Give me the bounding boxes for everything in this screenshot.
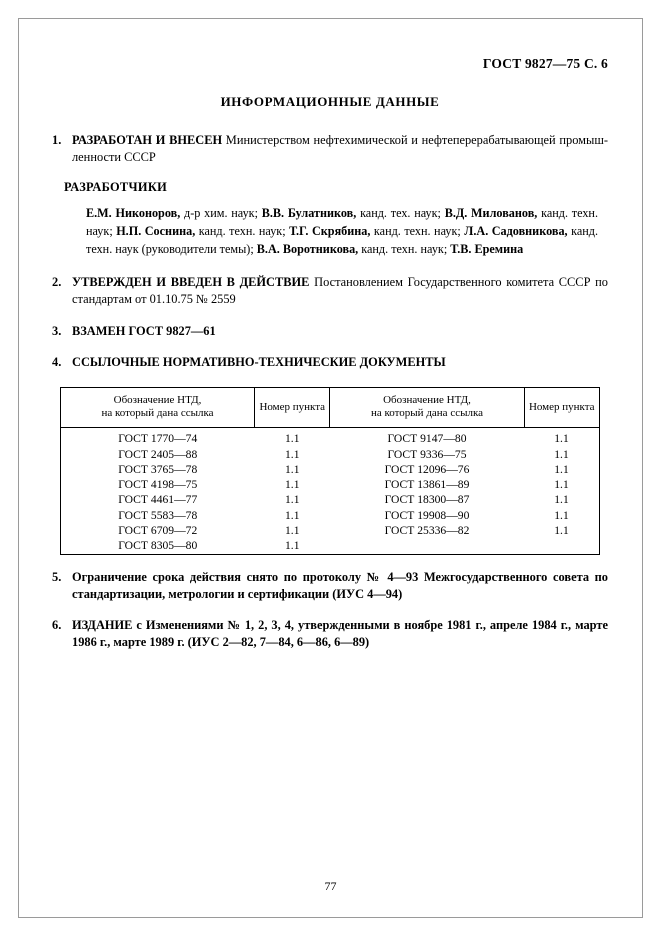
table-cell: ГОСТ 9336—75 (387, 447, 467, 461)
info-item-6 (52, 617, 608, 651)
item-lead: ИЗДАНИЕ с Изменениями № 1, 2, 3, 4, утвержденными в ноябре 1981 г., апреле 1984 г., марте 1986 г., марте 1989 г. (ИУС 2—82, 7—84, 6—86, 6—89) (72, 617, 608, 649)
developer-part: В.Д. Милованов, (444, 206, 538, 221)
developers-list (86, 205, 598, 258)
developer-part: канд. техн. наук; (358, 241, 451, 256)
developer-part: канд. техн. наук; (86, 206, 598, 238)
table-cell: 1.1 (285, 508, 300, 522)
table-cell: ГОСТ 12096—76 (384, 462, 470, 476)
developer-part: В.В. Булатников, (261, 206, 357, 221)
item-body (72, 132, 608, 166)
item-body (72, 274, 608, 308)
table-cell: 1.1 (554, 432, 569, 446)
table-head (61, 387, 600, 428)
table-row (61, 538, 600, 554)
table-cell (330, 538, 524, 554)
table-row (61, 428, 600, 447)
table-cell (524, 538, 599, 554)
item-lead: Ограничение срока действия снято по протоколу № 4—93 Межгосударственного совета по стандартизации, метрологии и сертификации (ИУС 4—94) (72, 569, 608, 601)
table-cell: ГОСТ 3765—78 (118, 462, 198, 476)
info-item-3 (52, 323, 608, 340)
table-cell: 1.1 (285, 478, 300, 492)
info-item-5 (52, 569, 608, 603)
developer-part: Л.А. Садовникова, (464, 223, 568, 238)
table-cell: 1.1 (285, 462, 300, 476)
item-number: 2. (52, 275, 62, 290)
table-cell: ГОСТ 6709—72 (118, 524, 198, 537)
info-item-4 (52, 354, 608, 371)
item-body (72, 354, 608, 371)
item-text: Постановлением Государственного комитета СССР по стандартам от 01.10.75 № 2559 (72, 275, 608, 307)
table-row (61, 492, 600, 507)
table-cell: 1.1 (554, 524, 569, 537)
table-cell: ГОСТ 1770—74 (118, 432, 198, 446)
table-body (61, 428, 600, 554)
table-cell: 1.1 (285, 432, 300, 446)
reference-documents-table (60, 387, 600, 555)
table-cell: 1.1 (285, 524, 300, 537)
item-text: Министерством нефтехимической и нефтеперерабатывающей промышленности СССР (72, 133, 609, 165)
table-header-row (61, 387, 600, 428)
item-body (72, 323, 608, 340)
developer-part: Н.П. Соснина, (116, 223, 196, 238)
item-lead: ВЗАМЕН ГОСТ 9827—61 (72, 323, 216, 338)
table-row (61, 523, 600, 538)
table-cell: ГОСТ 18300—87 (384, 493, 470, 507)
item-number: 1. (52, 133, 62, 147)
info-item-2 (52, 274, 608, 308)
table-row (61, 477, 600, 492)
table-cell: ГОСТ 8305—80 (118, 539, 198, 553)
item-number: 6. (52, 617, 62, 632)
item-body (72, 617, 608, 651)
page-content (52, 56, 608, 665)
table-cell: ГОСТ 25336—82 (384, 524, 470, 537)
developer-part: Т.Г. Скрябина, (289, 223, 371, 238)
developers-heading: РАЗРАБОТЧИКИ (64, 180, 168, 195)
table-header-cell-3: Номер пункта (524, 387, 599, 428)
table-cell: 1.1 (554, 447, 569, 461)
developer-part: канд. техн. наук; (195, 223, 290, 238)
developer-part: канд. техн. наук; (370, 223, 465, 238)
table-cell: 1.1 (554, 493, 569, 507)
table-cell: ГОСТ 4461—77 (118, 493, 198, 507)
table-cell: ГОСТ 19908—90 (384, 508, 470, 522)
table-header-cell-2: Обозначение НТД, на который дана ссылка (330, 387, 524, 428)
item-lead: РАЗРАБОТАН И ВНЕСЕН (72, 133, 223, 147)
table-cell: 1.1 (285, 539, 300, 553)
developer-part: В.А. Воротникова, (256, 241, 359, 256)
developer-part: д-р хим. наук; (180, 206, 262, 221)
table-cell: ГОСТ 4198—75 (118, 478, 198, 492)
info-item-1 (52, 132, 608, 166)
table-cell: ГОСТ 5583—78 (118, 508, 198, 522)
item-number: 5. (52, 569, 62, 584)
table-cell: ГОСТ 13861—89 (384, 478, 470, 492)
table-cell: ГОСТ 2405—88 (118, 447, 198, 461)
developer-part: канд. тех. наук; (356, 206, 445, 221)
table-row (61, 447, 600, 462)
table-cell: 1.1 (285, 493, 300, 507)
page-number: 77 (324, 879, 337, 893)
item-number: 4. (52, 354, 62, 369)
document-header: ГОСТ 9827—75 С. 6 (482, 56, 608, 71)
item-lead: УТВЕРЖДЕН И ВВЕДЕН В ДЕЙСТВИЕ (72, 275, 310, 290)
table-cell: 1.1 (554, 478, 569, 492)
table-cell: 1.1 (285, 447, 300, 461)
item-number: 3. (52, 323, 62, 338)
table-header-cell-1: Номер пункта (255, 387, 330, 428)
item-body (72, 569, 608, 603)
table-row (61, 508, 600, 523)
developer-part: Е.М. Никоноров, (86, 206, 181, 221)
page-title: ИНФОРМАЦИОННЫЕ ДАННЫЕ (220, 94, 440, 109)
table-cell: 1.1 (554, 462, 569, 476)
table-cell: ГОСТ 9147—80 (387, 432, 467, 446)
table-cell: 1.1 (554, 508, 569, 522)
table-row (61, 462, 600, 477)
item-lead: ССЫЛОЧНЫЕ НОРМАТИВНО-ТЕХНИЧЕСКИЕ ДОКУМЕНТЫ (72, 354, 446, 369)
table-header-cell-0: Обозначение НТД, на который дана ссылка (61, 387, 255, 428)
developer-part: канд. техн. наук (руководители темы); (86, 223, 598, 256)
developer-part: Т.В. Еремина (450, 241, 524, 256)
